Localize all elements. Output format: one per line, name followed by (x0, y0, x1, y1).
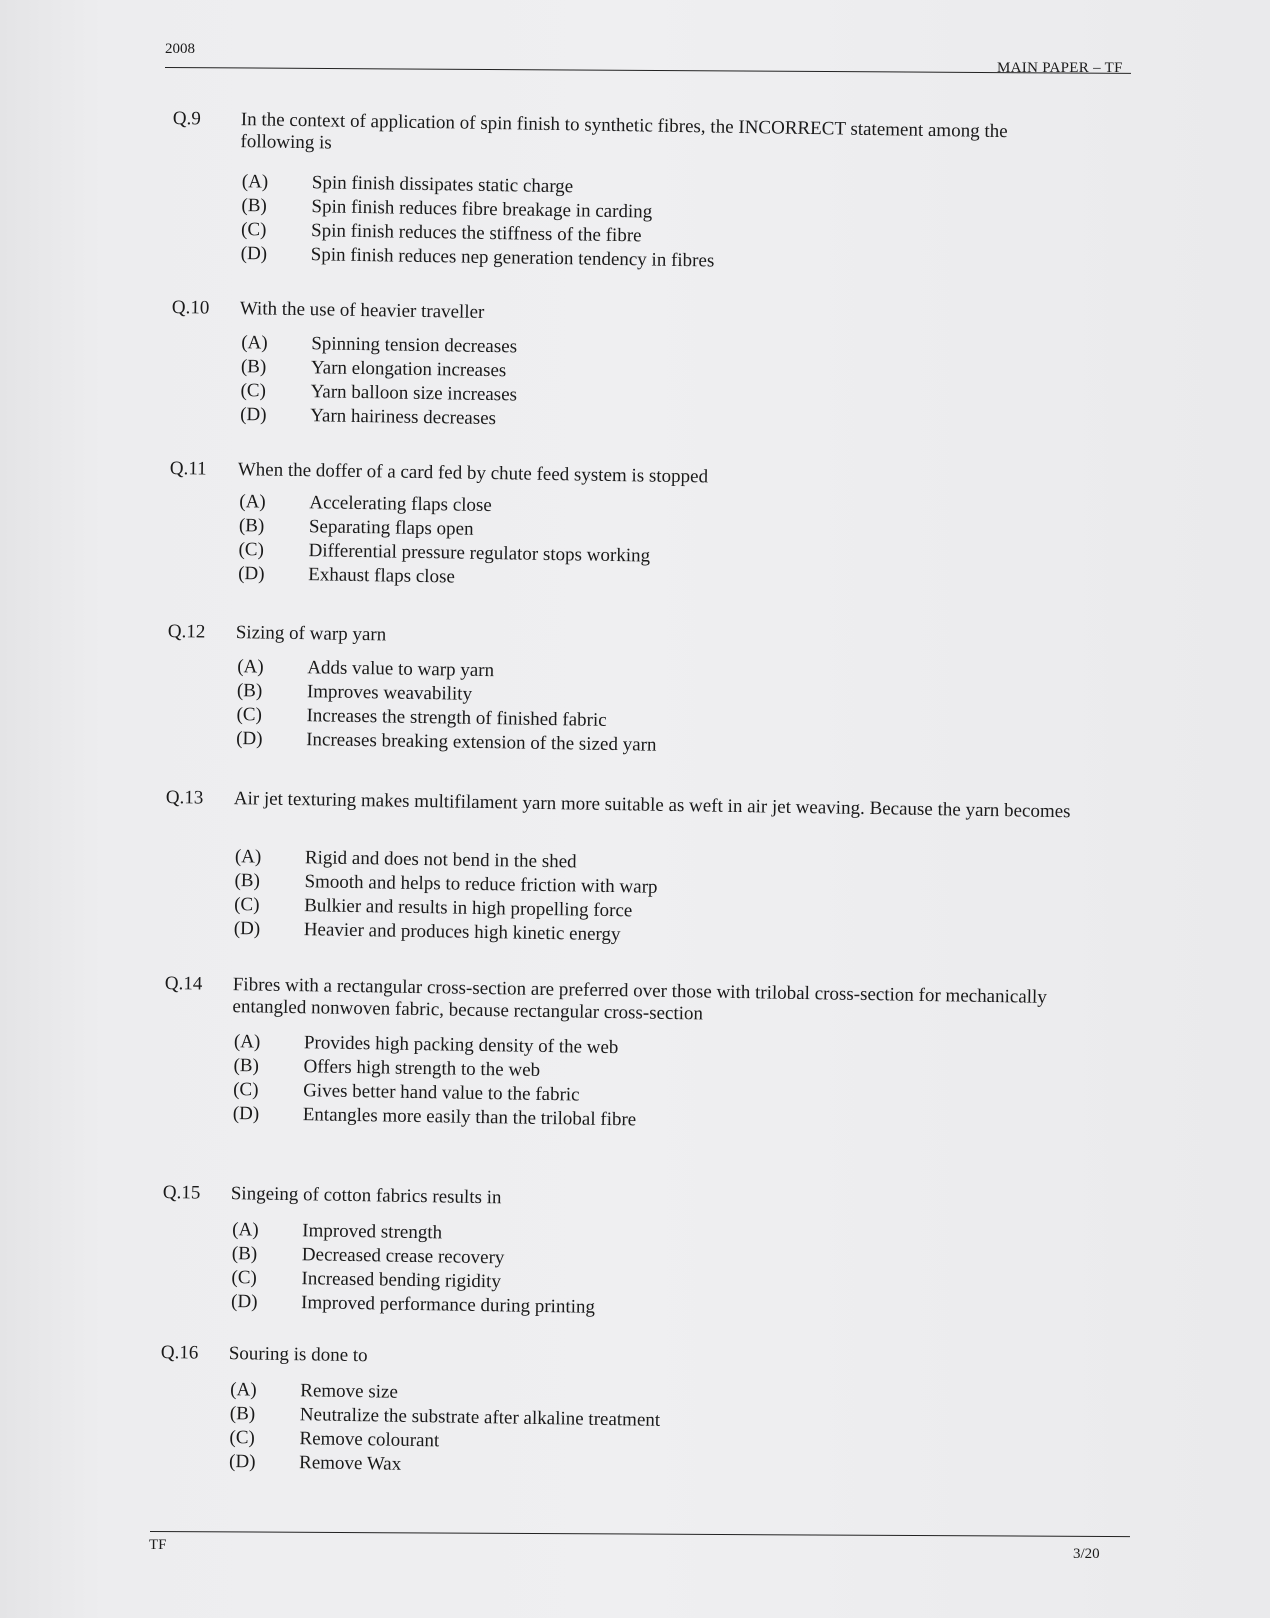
option-text: Decreased crease recovery (301, 1244, 505, 1269)
question-text: Singeing of cotton fabrics results in (230, 1183, 502, 1209)
option-text: Improved performance during printing (300, 1292, 596, 1318)
option-text: Remove Wax (298, 1452, 402, 1475)
option-text: Entangles more easily than the trilobal fibre (302, 1104, 637, 1131)
option-letter: (A) (241, 171, 269, 193)
option-letter: (A) (230, 1379, 257, 1401)
question-text: Air jet texturing makes multifilament yarn more suitable as weft in air jet weaving. Because the yarn becomes (233, 788, 1071, 823)
option-text: Neutralize the substrate after alkaline treatment (299, 1404, 661, 1431)
option-letter: (A) (241, 332, 268, 354)
option-letter: (B) (238, 515, 265, 537)
option-text: Smooth and helps to reduce friction with warp (304, 871, 658, 898)
option-text: Exhaust flaps close (308, 564, 456, 588)
question-text: When the doffer of a card fed by chute feed system is stopped (237, 459, 709, 488)
option-text: Adds value to warp yarn (307, 657, 495, 682)
question-number: Q.15 (162, 1182, 201, 1204)
option-text: Spin finish reduces nep generation tendency in fibres (310, 244, 715, 272)
option-letter: (D) (233, 918, 261, 940)
option-text: Yarn hairiness decreases (309, 405, 497, 430)
option-letter: (B) (233, 1055, 260, 1077)
option-text: Spin finish dissipates static charge (311, 172, 574, 198)
question-text: Sizing of warp yarn (235, 622, 387, 646)
option-letter: (D) (232, 1103, 260, 1125)
option-letter: (A) (239, 491, 266, 513)
option-text: Increased bending rigidity (301, 1268, 502, 1293)
option-text: Gives better hand value to the fabric (303, 1080, 580, 1106)
option-letter: (A) (234, 846, 262, 868)
option-text: Yarn balloon size increases (310, 381, 518, 406)
option-text: Accelerating flaps close (309, 492, 492, 517)
question-text: With the use of heavier traveller (239, 298, 485, 323)
option-text: Provides high packing density of the web (303, 1032, 619, 1059)
option-letter: (A) (232, 1219, 259, 1241)
question-number: Q.10 (171, 297, 210, 319)
option-letter: (B) (240, 356, 267, 378)
option-text: Yarn elongation increases (310, 357, 507, 382)
option-letter: (B) (229, 1403, 256, 1425)
page-number: 3/20 (1073, 1546, 1100, 1562)
option-text: Heavier and produces high kinetic energy (303, 919, 621, 946)
question-number: Q.9 (172, 108, 201, 130)
option-letter: (C) (240, 380, 267, 402)
question-number: Q.16 (160, 1342, 199, 1364)
option-text: Improved strength (302, 1220, 443, 1244)
option-letter: (C) (233, 894, 260, 916)
question-text: In the context of application of spin finish to synthetic fibres, the INCORRECT statement among the following is (240, 109, 1008, 154)
option-letter: (D) (228, 1451, 256, 1473)
option-text: Increases breaking extension of the sized yarn (305, 729, 657, 756)
option-letter: (C) (229, 1427, 255, 1449)
question-text: Souring is done to (228, 1343, 368, 1367)
option-text: Rigid and does not bend in the shed (304, 847, 577, 873)
option-text: Improves weavability (306, 681, 473, 705)
option-letter: (C) (240, 219, 267, 241)
header-rule (165, 67, 1131, 74)
option-text: Remove colourant (299, 1428, 440, 1452)
header-paper-code: MAIN PAPER – TF (997, 60, 1123, 76)
option-text: Spinning tension decreases (311, 333, 518, 358)
option-letter: (D) (230, 1291, 258, 1313)
option-text: Spin finish reduces fibre breakage in carding (311, 196, 653, 223)
option-text: Increases the strength of finished fabric (306, 705, 607, 731)
option-text: Differential pressure regulator stops working (308, 540, 651, 567)
option-letter: (D) (239, 404, 267, 426)
option-letter: (B) (231, 1243, 258, 1265)
header-year: 2008 (165, 41, 195, 57)
option-letter: (A) (233, 1031, 261, 1053)
option-text: Bulkier and results in high propelling force (303, 895, 633, 922)
footer-code: TF (149, 1537, 167, 1553)
option-text: Separating flaps open (308, 516, 474, 540)
question-text: Fibres with a rectangular cross-section are preferred over those with trilobal cross-section for mechanically entangled nonwoven fabric, because rectangular cross-section (232, 974, 1047, 1025)
option-letter: (A) (237, 656, 264, 678)
option-letter: (C) (236, 704, 263, 726)
question-number: Q.14 (164, 973, 203, 995)
option-letter: (C) (231, 1267, 257, 1289)
option-letter: (D) (238, 563, 265, 585)
option-text: Remove size (300, 1380, 399, 1403)
footer-rule (150, 1531, 1130, 1537)
question-number: Q.12 (167, 621, 206, 643)
option-letter: (B) (234, 870, 261, 892)
option-letter: (C) (238, 539, 265, 561)
option-letter: (D) (240, 243, 268, 265)
question-number: Q.11 (169, 458, 207, 480)
option-letter: (B) (236, 680, 263, 702)
option-letter: (B) (241, 195, 267, 217)
option-letter: (D) (235, 728, 263, 750)
question-number: Q.13 (165, 787, 204, 809)
option-letter: (C) (233, 1079, 259, 1101)
option-text: Offers high strength to the web (303, 1056, 541, 1081)
option-text: Spin finish reduces the stiffness of the fibre (310, 220, 642, 247)
